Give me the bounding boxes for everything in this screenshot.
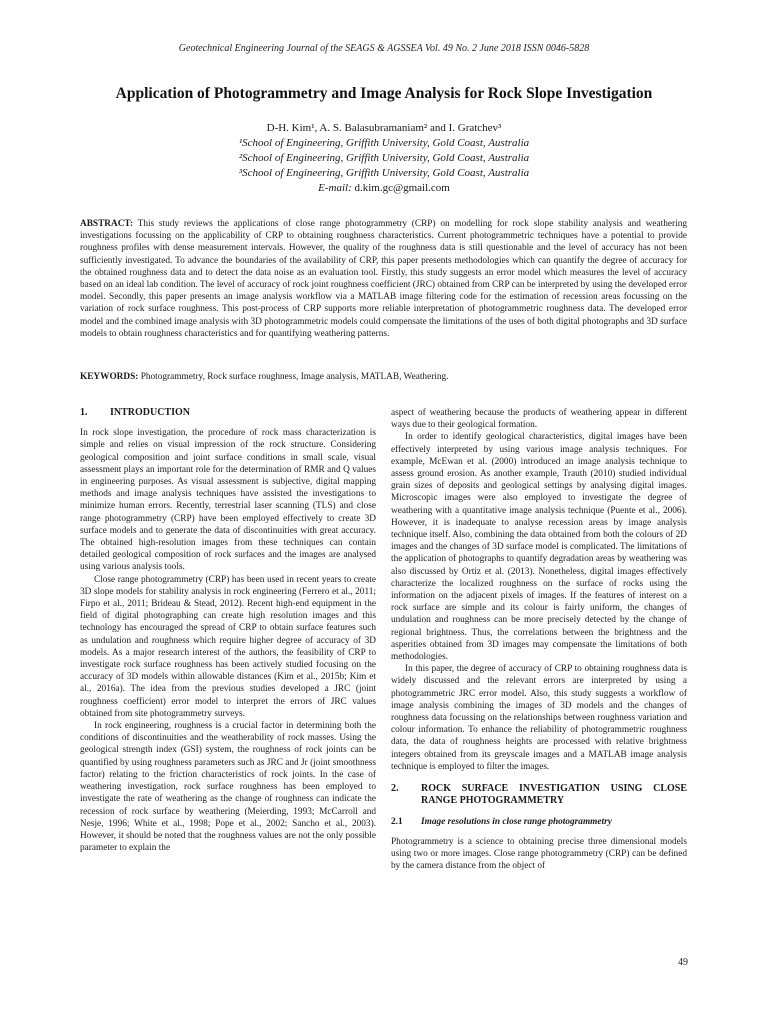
keywords (80, 371, 687, 383)
paper-title: Application of Photogrammetry and Image Analysis for Rock Slope Investigation (115, 85, 653, 102)
email-line (0, 181, 768, 196)
abstract (80, 218, 687, 340)
left-column (80, 407, 376, 854)
affiliation-1: ¹School of Engineering, Griffith University, Gold Coast, Australia (238, 137, 530, 149)
section-number: 1. (80, 407, 88, 418)
subsection-number: 2.1 (391, 816, 403, 827)
paragraph: In this paper, the degree of accuracy of CRP to obtaining roughness data is widely discussed and the relevant errors are interpreted by using a photogrammetric JRC error model. Also, this study suggests a workflow of image analysis combining the images of 3D models and the changes of roughness data focussing on the relationships between roughness variation and colour information. To enhance the reliability of photogrammetric roughness data, the data of roughness heights are processed with relative brightness integers obtained from its greyscale images and a MATLAB image analysis technique is employed to filter the images. (391, 664, 687, 772)
abstract-label: ABSTRACT: (80, 219, 134, 229)
affiliation-3: ³School of Engineering, Griffith University, Gold Coast, Australia (238, 167, 530, 179)
abstract-text: This study reviews the applications of close range photogrammetry (CRP) on modelling for rock slope stability analysis and weathering investigations focussing on the applicability of CRP to obtaining roughness characteristics. Current photogrammetric techniques have a potential to provide roughness profiles with dense measurement intervals. However, the quality of the roughness data is still questionable and the level of accuracy has not been sufficiently investigated. To advance the boundaries of the availability of CRP, this paper presents methodologies which can quantify the degree of accuracy for the obtained roughness data and to detect the data noise as an evaluation tool. Firstly, this study suggests an error model which measures the level of accuracy based on an ideal lab condition. The level of accuracy of rock joint roughness coefficient (JRC) obtained from CRP can be interpreted by using the developed error model. Secondly, this paper presents an image analysis workflow via a MATLAB image filtering code for the estimation of recession areas focussing on the variation of rock surface roughness. This post-process of CRP supports more reliable interpretation of photogrammetric roughness data. The developed error model and the combined image analysis with 3D photogrammetric models could compensate the limitations of the uses of both digital photographs and 3D surface models to obtain roughness characteristics and for quantifying weathering patterns. (80, 219, 687, 339)
paragraph: In rock engineering, roughness is a crucial factor in determining both the conditions of discontinuities and the weatherability of rock masses. Using the geological strength index (GSI) system, the roughness of rock joints can be quantified by using roughness parameters such as JRC and Jr (joint smoothness factor) relating to the friction characteristics of rock joints. In the case of weathering investigation, rock surface roughness has been employed to investigate the rate of weathering as the change of roughness can indicate the recession of rock surface by weathering (Meierding, 1993; McCarroll and Nesje, 1996; White et al., 1998; Pope et al., 2002; Sancho et al., 2003). However, it should be noted that the roughness values are not the only possible parameter to explain the (80, 721, 376, 854)
paragraph: aspect of weathering because the products of weathering appear in different ways due to their geological formation. (391, 408, 687, 431)
keywords-label: KEYWORDS: (80, 372, 139, 382)
paragraph: In order to identify geological characteristics, digital images have been effectively interpreted by using various image analysis techniques. For example, McEwan et al. (2000) introduced an image analysis technique to assess ground erosion. As another example, Trauth (2010) studied individual grain sizes of deposits and geological settings by analysing digital images. Microscopic images were also employed to investigate the degree of weathering with a quantitative image analysis technique (Puente et al., 2006). However, it is inadequate to analyse recession areas by image analysis technique itself. Also, combining the data obtained from both the colours of 2D images and the changes of 3D surface model is complicated. The limitations of the application of photographs to quantify degradation areas by weathering was also discussed by Ortiz et al. (2013). Nonetheless, digital images effectively characterize the localized roughness on the surface of rocks using the information on the adjacent pixels of images. If the features of interest on a rock surface are simple and its colour is fairly uniform, the changes of undulation and roughness can be more precisely detected by the change of regional brightness. Thus, the correlations between the brightness and the asperities obtained from 3D images may compensate the limitations of both methodologies. (391, 432, 687, 663)
email-address[interactable]: d.kim.gc@gmail.com (354, 182, 450, 194)
page-number: 49 (678, 957, 688, 968)
paragraph: Close range photogrammetry (CRP) has been used in recent years to create 3D slope models for stability analysis in rock engineering (Ferrero et al., 2011; Firpo et al., 2011; Brideau & Stead, 2012). Recent high-end equipment in the field of digital photographing can create high resolution images and this technology has encouraged the spread of CRP to obtain surface features such as undulation and roughness which require higher degree of accuracy of 3D models. As a major research interest of the authors, the feasibility of CRP to investigate rock surface roughness has been actively studied focusing on the accuracy of 3D models within allowable distances (Kim et al., 2015b; Kim et al., 2016a). The idea from the previous studies developed a JRC (joint roughness coefficient) error model to interpret the errors of JRC values obtained from site photogrammetry surveys. (80, 574, 376, 719)
affiliation-2: ²School of Engineering, Griffith University, Gold Coast, Australia (238, 152, 530, 164)
section-number: 2. (391, 783, 399, 795)
subsection-heading (391, 816, 687, 828)
email-label: E-mail: (318, 182, 352, 194)
running-header: Geotechnical Engineering Journal of the SEAGS & AGSSEA Vol. 49 No. 2 June 2018 ISSN 0046-5828 (178, 43, 590, 54)
right-column (391, 407, 687, 872)
author-block (0, 121, 768, 196)
section-heading-rock-surface (391, 783, 687, 807)
keywords-text: Photogrammetry, Rock surface roughness, Image analysis, MATLAB, Weathering. (140, 372, 449, 382)
paragraph: Photogrammetry is a science to obtaining precise three dimensional models using two or more images. Close range photogrammetry (CRP) can be defined by the camera distance from the object of (391, 836, 687, 872)
section-heading-introduction (80, 407, 376, 419)
subsection-title: Image resolutions in close range photogrammetry (421, 816, 612, 827)
author-names: D-H. Kim¹, A. S. Balasubramaniam² and I. Gratchev³ (266, 122, 502, 134)
section-title: ROCK SURFACE INVESTIGATION USING CLOSE RANGE PHOTOGRAMMETRY (421, 783, 687, 807)
section-title: INTRODUCTION (110, 407, 191, 418)
paragraph: In rock slope investigation, the procedure of rock mass characterization is simple and relies on visual impression of the rock structure. Considering geological composition and joint surface conditions in small scale, visual assessment plays an important role for the determination of RMR and Q values in engineering purposes. As visual assessment is subjective, digital mapping methods and image analysis techniques have assisted the investigations to minimize human errors. Recently, terrestrial laser scanning (TLS) and close range photogrammetry (CRP) have been employed effectively to create 3D surface models and to generate the data of discontinuities with great accuracy. The obtained high-resolution images from these techniques can contain detailed geological composition of rock surfaces and the images are analysed using various analysis tools. (80, 428, 376, 573)
